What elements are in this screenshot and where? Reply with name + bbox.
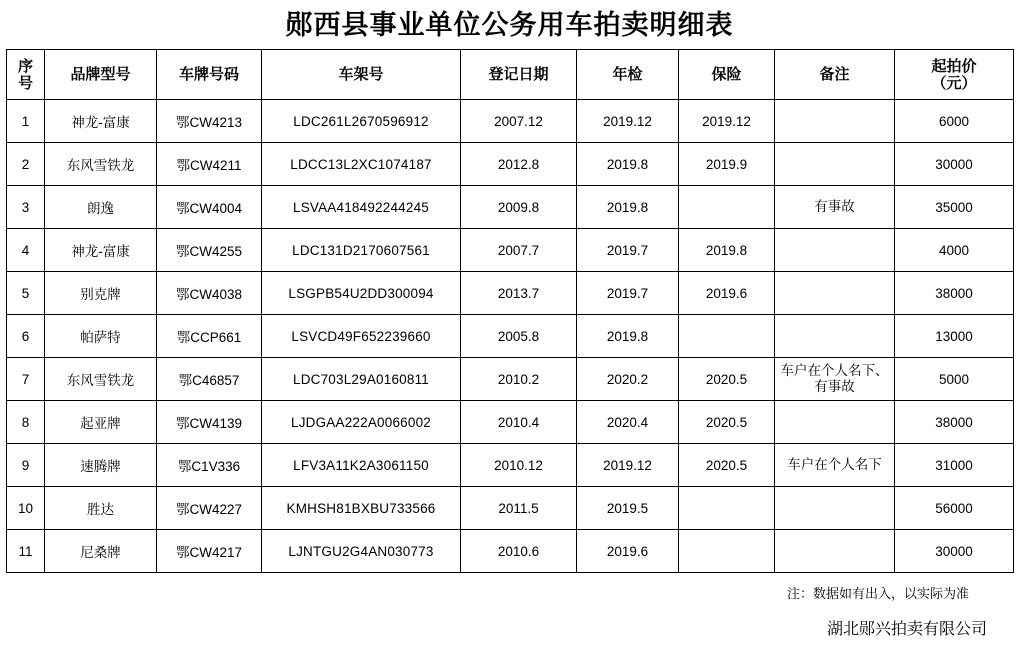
column-header-plate: 车牌号码 xyxy=(157,50,262,100)
cell-seq: 2 xyxy=(7,143,45,186)
cell-brand: 胜达 xyxy=(45,487,157,530)
cell-seq: 10 xyxy=(7,487,45,530)
cell-insure: 2020.5 xyxy=(679,444,775,487)
cell-seq: 7 xyxy=(7,358,45,401)
table-row xyxy=(7,186,1014,229)
cell-seq: 11 xyxy=(7,530,45,573)
cell-remark xyxy=(775,100,895,143)
cell-vin: LDC261L2670596912 xyxy=(262,100,461,143)
column-header-vin: 车架号 xyxy=(262,50,461,100)
table-header-row xyxy=(7,50,1014,100)
cell-brand: 朗逸 xyxy=(45,186,157,229)
cell-insure xyxy=(679,315,775,358)
cell-inspect: 2019.6 xyxy=(577,530,679,573)
cell-price: 38000 xyxy=(895,272,1014,315)
table-row xyxy=(7,315,1014,358)
table-row xyxy=(7,143,1014,186)
cell-insure xyxy=(679,186,775,229)
company-name: 湖北郧兴拍卖有限公司 xyxy=(826,621,987,639)
table-row xyxy=(7,100,1014,143)
cell-seq: 1 xyxy=(7,100,45,143)
cell-plate: 鄂CW4213 xyxy=(157,100,262,143)
cell-vin: LFV3A11K2A3061150 xyxy=(262,444,461,487)
column-header-price-line2: （元） xyxy=(931,74,977,92)
cell-price: 30000 xyxy=(895,530,1014,573)
table-row xyxy=(7,358,1014,401)
auction-detail-table xyxy=(6,49,1014,573)
cell-date: 2005.8 xyxy=(461,315,577,358)
cell-inspect: 2020.4 xyxy=(577,401,679,444)
cell-inspect: 2019.8 xyxy=(577,143,679,186)
cell-plate: 鄂C46857 xyxy=(157,358,262,401)
cell-plate: 鄂CW4217 xyxy=(157,530,262,573)
cell-date: 2010.4 xyxy=(461,401,577,444)
cell-brand: 速腾牌 xyxy=(45,444,157,487)
table-row xyxy=(7,487,1014,530)
cell-price: 30000 xyxy=(895,143,1014,186)
cell-seq: 5 xyxy=(7,272,45,315)
cell-brand: 尼桑牌 xyxy=(45,530,157,573)
cell-inspect: 2020.2 xyxy=(577,358,679,401)
cell-price: 56000 xyxy=(895,487,1014,530)
column-header-remark: 备注 xyxy=(775,50,895,100)
cell-inspect: 2019.7 xyxy=(577,229,679,272)
cell-date: 2009.8 xyxy=(461,186,577,229)
column-header-insure: 保险 xyxy=(679,50,775,100)
cell-price: 38000 xyxy=(895,401,1014,444)
cell-plate: 鄂CCP661 xyxy=(157,315,262,358)
cell-vin: LDC703L29A0160811 xyxy=(262,358,461,401)
table-row xyxy=(7,401,1014,444)
cell-plate: 鄂C1V336 xyxy=(157,444,262,487)
cell-brand: 东风雪铁龙 xyxy=(45,358,157,401)
cell-insure: 2019.9 xyxy=(679,143,775,186)
cell-date: 2010.2 xyxy=(461,358,577,401)
cell-remark xyxy=(775,401,895,444)
cell-vin: KMHSH81BXBU733566 xyxy=(262,487,461,530)
cell-brand: 东风雪铁龙 xyxy=(45,143,157,186)
cell-remark xyxy=(775,530,895,573)
cell-seq: 4 xyxy=(7,229,45,272)
cell-remark: 有事故 xyxy=(775,186,895,229)
cell-insure: 2019.6 xyxy=(679,272,775,315)
cell-vin: LSGPB54U2DD300094 xyxy=(262,272,461,315)
table-row xyxy=(7,530,1014,573)
cell-brand: 帕萨特 xyxy=(45,315,157,358)
cell-remark xyxy=(775,272,895,315)
cell-inspect: 2019.7 xyxy=(577,272,679,315)
column-header-price xyxy=(895,50,1014,100)
cell-plate: 鄂CW4227 xyxy=(157,487,262,530)
cell-vin: LDCC13L2XC1074187 xyxy=(262,143,461,186)
cell-insure: 2020.5 xyxy=(679,401,775,444)
cell-insure: 2019.8 xyxy=(679,229,775,272)
cell-insure: 2019.12 xyxy=(679,100,775,143)
cell-plate: 鄂CW4139 xyxy=(157,401,262,444)
table-row xyxy=(7,272,1014,315)
column-header-price-line1: 起拍价 xyxy=(931,57,977,75)
cell-seq: 9 xyxy=(7,444,45,487)
cell-date: 2010.12 xyxy=(461,444,577,487)
table-row xyxy=(7,229,1014,272)
cell-brand: 神龙-富康 xyxy=(45,229,157,272)
cell-plate: 鄂CW4038 xyxy=(157,272,262,315)
cell-remark: 车户在个人名下 xyxy=(775,444,895,487)
cell-seq: 6 xyxy=(7,315,45,358)
cell-price: 13000 xyxy=(895,315,1014,358)
cell-vin: LDC131D2170607561 xyxy=(262,229,461,272)
cell-date: 2007.12 xyxy=(461,100,577,143)
footnote: 注：数据如有出入，以实际为准 xyxy=(786,586,969,602)
cell-plate: 鄂CW4004 xyxy=(157,186,262,229)
cell-vin: LJNTGU2G4AN030773 xyxy=(262,530,461,573)
column-header-seq-line2: 号 xyxy=(17,74,33,92)
cell-insure xyxy=(679,487,775,530)
cell-inspect: 2019.8 xyxy=(577,186,679,229)
cell-remark xyxy=(775,229,895,272)
cell-price: 5000 xyxy=(895,358,1014,401)
cell-remark xyxy=(775,487,895,530)
cell-price: 4000 xyxy=(895,229,1014,272)
cell-brand: 起亚牌 xyxy=(45,401,157,444)
cell-plate: 鄂CW4211 xyxy=(157,143,262,186)
cell-price: 35000 xyxy=(895,186,1014,229)
cell-seq: 8 xyxy=(7,401,45,444)
cell-vin: LSVCD49F652239660 xyxy=(262,315,461,358)
cell-inspect: 2019.12 xyxy=(577,444,679,487)
cell-brand: 别克牌 xyxy=(45,272,157,315)
cell-date: 2007.7 xyxy=(461,229,577,272)
cell-remark xyxy=(775,315,895,358)
cell-price: 31000 xyxy=(895,444,1014,487)
cell-inspect: 2019.5 xyxy=(577,487,679,530)
column-header-date: 登记日期 xyxy=(461,50,577,100)
column-header-seq xyxy=(7,50,45,100)
cell-inspect: 2019.12 xyxy=(577,100,679,143)
column-header-seq-line1: 序 xyxy=(17,57,33,75)
column-header-inspect: 年检 xyxy=(577,50,679,100)
cell-price: 6000 xyxy=(895,100,1014,143)
cell-remark: 车户在个人名下、有事故 xyxy=(775,358,895,401)
cell-date: 2011.5 xyxy=(461,487,577,530)
cell-insure xyxy=(679,530,775,573)
table-row xyxy=(7,444,1014,487)
page-title: 郧西县事业单位公务用车拍卖明细表 xyxy=(285,10,734,40)
cell-vin: LJDGAA222A0066002 xyxy=(262,401,461,444)
cell-inspect: 2019.8 xyxy=(577,315,679,358)
cell-seq: 3 xyxy=(7,186,45,229)
cell-plate: 鄂CW4255 xyxy=(157,229,262,272)
column-header-brand: 品牌型号 xyxy=(45,50,157,100)
cell-date: 2012.8 xyxy=(461,143,577,186)
cell-vin: LSVAA418492244245 xyxy=(262,186,461,229)
cell-remark xyxy=(775,143,895,186)
cell-date: 2010.6 xyxy=(461,530,577,573)
cell-date: 2013.7 xyxy=(461,272,577,315)
cell-brand: 神龙-富康 xyxy=(45,100,157,143)
cell-insure: 2020.5 xyxy=(679,358,775,401)
